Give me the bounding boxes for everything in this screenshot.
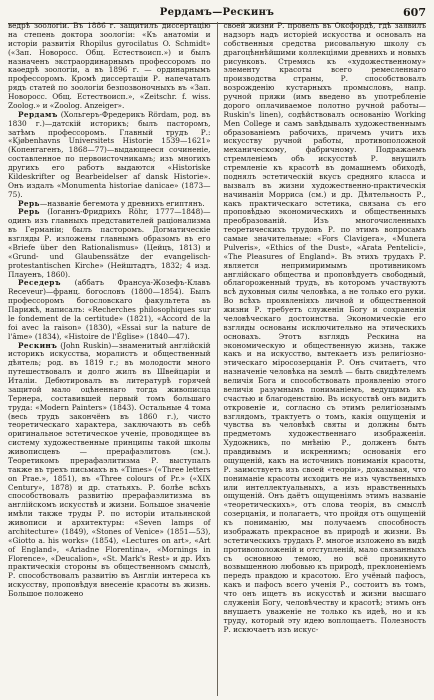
entry-ruskin: Рескинъ (John Ruskin)—знаменитый англійскій историкъ искусства, моралистъ и общественный дѣятель; род. въ 1819 г.; въ молодости много путешествовалъ и долго жилъ въ Швейцаріи и Италіи. Дебютировалъ въ литературѣ горячей защитой мало оцѣненнаго тогда живописца Тернера, составившей первый томъ большаго труда: «Modern Painters» (1843). Остальные 4 тома (весь трудъ закончёнъ въ 1860 г.), чисто теоретическаго характера, заключаютъ въ себѣ оригинальное эстетическое ученіе, проводящее въ систему художественные принципы такой школы живописцевъ — прерафаэлитовъ (см.). Теоретикомъ прерафаэлитизма Р. выступалъ также въ трехъ письмахъ въ «Times» («Three letters on Prae.», 1851), въ «Three colours of Pr.» («XIX Century», 1878) и др. статьяхъ. Р. болѣе всѣхъ способствовалъ развитію прерафаэлитизма въ англійскомъ искусствѣ и жизни. Большое значеніе имѣли также труды Р. по исторіи итальянской живописи и архитектуры: «Seven lamps of architecture» (1849), «Stones of Venice» (1851—53), «Giotto a. his works» (1854), «Lectures on art», «Art of England», «Ariadne Florentina», «Mornings in Florence», «Deucalion», «St. Mark's Rest» и др. Ихъ практическія стороны въ общественномъ смыслѣ, Р. способствовалъ развитію въ Англіи интереса къ искусству, проповѣдуя внесеніе красоты въ жизнь. Большое положено [8, 340, 211, 598]
entry-rerdam: Рердамъ (Хольгеръ-Фредерикъ Rördam, род. въ 1830 г.)—датскій историкъ; былъ пасторомъ, затѣмъ профессоромъ. Главный трудъ Р.: «Kjøbenhavns Universitets Historie 1539—1621» (Копенгагенъ, 1868—77)—выдающееся сочиненіе, составленное по первоисточникамъ; изъ многихъ другихъ его работъ выдаются «Historiske Kildeskrifter og Bearbeidelser af dansk Historie». Онъ издалъ «Monumenta historiae danicae» (1873—75). [8, 109, 211, 199]
page-number: 607 [403, 6, 426, 19]
paragraph: ведрѣ зоологіи. Въ 1886 г. защитилъ диссертацію на степень доктора зоологіи: «Къ анатоміи и исторіи развитія Rhopilus gyrocilatus O. Schmidt» («Зап. Новоросс. Общ. Естествоисп.») и былъ назначенъ экстраординарнымъ профессоромъ по каѳедрѣ зоологіи, а въ 1896 г. — ординарнымъ профессоромъ. Кромѣ диссертаціи Р. напечаталъ рядъ статей по зоологіи безпозвоночныхъ въ «Зап. Новоросс. Общ. Естествоисп.», «Zeitschr. f. wiss. Zoolog.» и «Zoolog. Anzeiger». [8, 22, 211, 110]
entry-headword: Рерь [18, 198, 40, 208]
entry-rer-2: Рерь (Іоганнъ-Фридрихъ Röhr, 1777—1848)—одинъ изъ главныхъ представителей раціонализма въ Германіи; былъ пасторомъ. Догматическіе взгляды Р. изложены главнымъ образомъ въ его «Briefe über den Rationalismus» (Цейцъ, 1813) и «Grund- und Glaubenssätze der evangelisch-protestantischen Kirche» (Нейштадтъ, 1832; 4 изд. Плауенъ, 1860). [8, 207, 211, 279]
right-column [218, 22, 427, 696]
entry-rer-1: Рерь—названіе бегемота у древнихъ египтянъ. [18, 198, 205, 208]
text-columns [8, 22, 426, 696]
entry-headword: Рескинъ [18, 340, 58, 350]
paragraph: своей жизни Р. провелъ въ Оксфордѣ, гдѣ заявилъ надзоръ надъ исторіей искусства и основалъ на собственныя средства рисовальную школу съ драгоцѣннѣйшими коллекціями древнихъ и новыхъ рисунковъ. Стремясь къ «художественному» элементу красоты всего ремесленнаго производства страны, Р. способствовалъ возрожденію кустарныхъ промысловъ, напр. ручной пряжи (имъ введено въ употребленіе дорого оплачиваемое полотно ручной работы—Ruskin's linen), содѣйствовалъ основанію Working Men College и самъ завѣдывалъ художественнымъ образованіемъ рабочихъ, причемъ учитъ ихъ искусству ручной работы, противоположной механическому, фабричному. Подражаемъ стремленіемъ объ искусствѣ Р. внушилъ стремленіе къ красотѣ въ домашнемъ обиходѣ, поднялъ эстетическій вкусъ средняго класса и вызвалъ въ жизни художественно-практическія начинанія Морриса (см.) и др. Дѣятельность Р., какъ практическаго эстетика, связана съ его проповѣдью экономическихъ и общественныхъ преобразованій. Изъ многочисленныхъ теоретическихъ трудовъ Р. по этимъ вопросамъ самые значительные: «Fors Clavigera», «Munera Pulveris», «Ethics of the Dust», «Arata Pentelici», «The Pleasures of England». Въ этихъ трудахъ Р. является непримиримымъ противникомъ англійскаго общества и проповѣдуетъ свободный, облагороженный трудъ, въ которомъ участвуютъ всѣ духовныя силы человѣка, а не только его руки. Во всѣхъ проявленіяхъ личной и общественной жизни Р. требуетъ служенія Богу и сохраненія человѣческаго достоинства. Экономическіе его взгляды основаны исключительно на этическихъ основахъ. Этотъ взглядъ Рескина на экономическую и общественную жизнь, также какъ и на искусство, вытекаетъ изъ религіозно-этическаго міросозерцанія Р. Онъ считаетъ, что назначеніе человѣка на землѣ — быть свидѣтелемъ величія Бога и способствовать проявленію этого величія разумнымъ пониманіемъ, ведущимъ къ счастью и благоденствію. Въ искусствѣ онъ видитъ откровеніе и, согласно съ этимъ религіознымъ взглядомъ, трактуетъ о томъ, какія ощущенія и чувства въ человѣкѣ святы и должны быть предметомъ художественнаго изображенія. Художникъ, по мнѣнію Р., долженъ быть правдивымъ и искреннимъ; основанія его ощущеній, какъ на источникъ пониманія красоты, Р. заимствуетъ изъ своей «теоріи», доказывая, что пониманіе красоты исходитъ не изъ чувственныхъ или интеллектуальныхъ, а изъ нравственныхъ ощущеній. Онъ даётъ ощущеніямъ этимъ названіе «теоретическихъ», отъ слова теорія, въ смыслѣ созерцанія, и полагаетъ, что пройдя отъ ощущеній къ пониманію, мы получаемъ способность изображать прекрасное въ природѣ и жизни. Въ эстетическихъ трудахъ Р. многое изложено въ видѣ противоположеній и отступленій, мало связанныхъ съ основною темою, но всё проникнуто возвышенною любовью къ природѣ, преклоненіемъ передъ правдою и красотою. Его учёный пафосъ, какъ и пафосъ всего ученія Р., состоитъ въ томъ, что онъ ищетъ въ искусствѣ и жизни высшаго служенія Богу, человѣчеству и красотѣ; этимъ онъ внушаетъ уваженіе не только къ идеѣ, но и къ труду, который эту идею воплощаетъ. Полезность Р. искючаетъ изъ искус- [223, 22, 426, 634]
left-column [8, 22, 217, 696]
page-title: Рердамъ—Рескинъ [159, 7, 275, 18]
entry-headword: Реседеръ [18, 278, 61, 288]
entry-headword: Рерь [18, 207, 40, 217]
entry-headword: Рердамъ [18, 109, 58, 119]
running-header [8, 6, 426, 22]
entry-receveur: Реседеръ (аббатъ Франсуа-Жозефъ-Клавъ Receveur)—франц. богословъ (1800—1854). Былъ профессоромъ богословскаго факультета въ Парижѣ, написалъ: «Recherches philosophiques sur le fondement de la certitude» (1821), «Accord de la foi avec la raison» (1830), «Essai sur la nature de l'âme» (1834), «Histoire de l'Église» (1840—47). [8, 278, 211, 341]
